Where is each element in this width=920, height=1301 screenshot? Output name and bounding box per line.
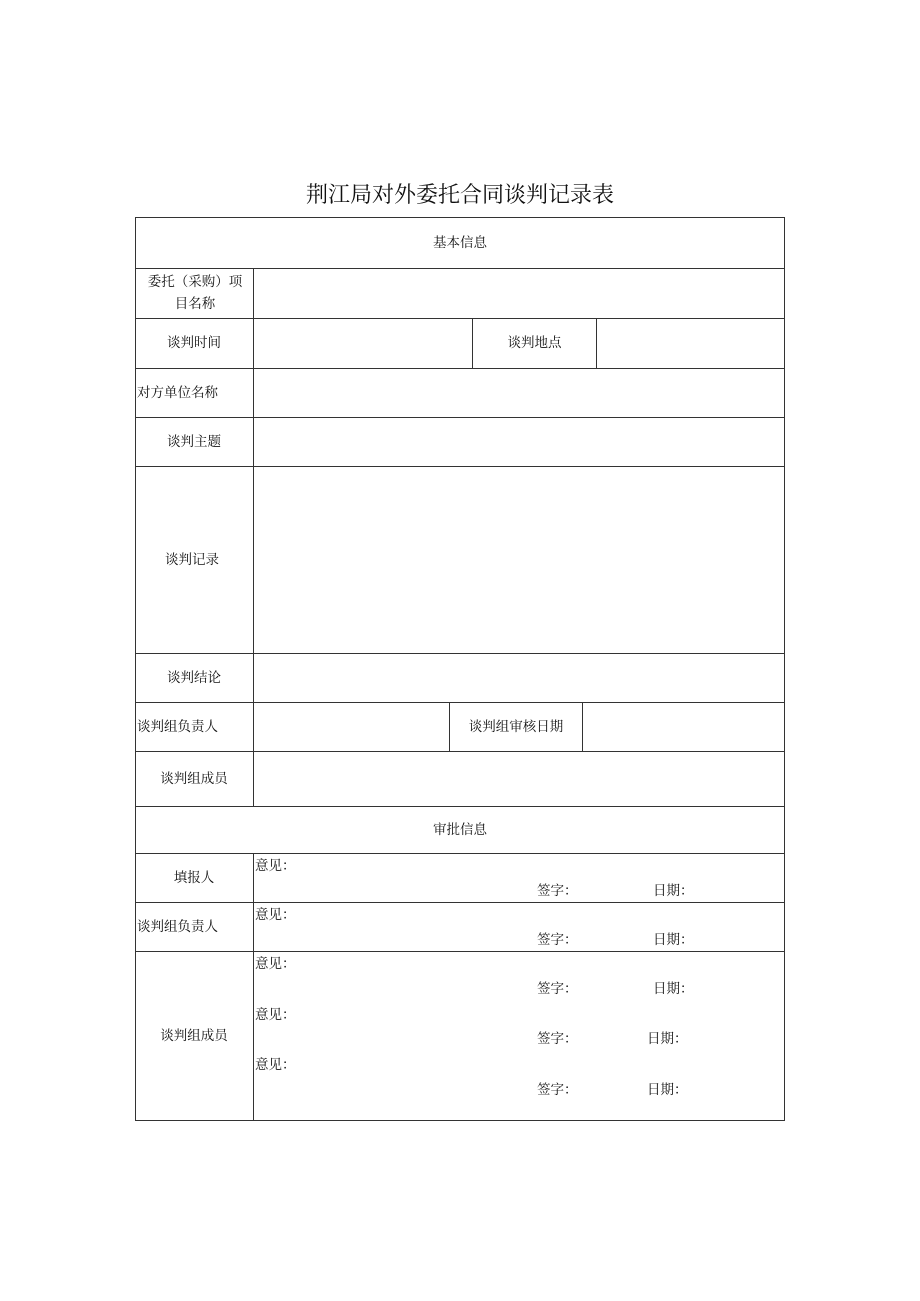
conclusion-field[interactable] <box>254 654 784 702</box>
negotiation-record-form <box>135 217 785 1121</box>
basic-info-header: 基本信息 <box>433 234 487 251</box>
topic-field[interactable] <box>254 418 784 466</box>
approval-row-label: 谈判组负责人 <box>137 918 218 935</box>
opinion-label: 意见： <box>255 858 296 874</box>
opinion-label: 意见： <box>255 956 296 972</box>
location-label: 谈判地点 <box>507 335 562 351</box>
form-title: 荆江局对外委托合同谈判记录表 <box>305 183 614 208</box>
date-label: 日期： <box>647 1082 688 1098</box>
opinion-label: 意见： <box>255 1007 296 1023</box>
sign-label: 签字： <box>537 883 578 899</box>
column-divider <box>253 853 254 1121</box>
location-field[interactable] <box>597 319 784 368</box>
opinion-label: 意见： <box>255 907 296 923</box>
sign-label: 签字： <box>537 981 578 997</box>
record-label: 谈判记录 <box>165 551 219 568</box>
border-bottom <box>135 1120 785 1121</box>
record-field[interactable] <box>254 467 784 653</box>
project-name-field[interactable] <box>254 269 784 318</box>
counterparty-label: 对方单位名称 <box>137 384 218 401</box>
counterparty-field[interactable] <box>254 369 784 417</box>
project-name-label: 委托（采购）项目名称 <box>147 274 243 312</box>
review-date-field[interactable] <box>583 703 784 751</box>
sign-label: 签字： <box>537 1031 578 1047</box>
opinion-label: 意见： <box>255 1057 296 1073</box>
conclusion-label: 谈判结论 <box>167 669 221 686</box>
date-label: 日期： <box>647 1031 688 1047</box>
date-label: 日期： <box>653 981 694 997</box>
review-date-label: 谈判组审核日期 <box>468 718 564 735</box>
date-label: 日期： <box>653 932 694 948</box>
approval-row-label: 填报人 <box>173 869 215 886</box>
leader-field[interactable] <box>254 703 449 751</box>
topic-label: 谈判主题 <box>167 433 221 450</box>
members-field[interactable] <box>254 752 784 806</box>
approval-info-header: 审批信息 <box>433 821 487 838</box>
approval-row-label: 谈判组成员 <box>160 1027 228 1044</box>
members-label: 谈判组成员 <box>160 770 228 787</box>
sign-label: 签字： <box>537 932 578 948</box>
border-right <box>784 217 785 1121</box>
leader-label: 谈判组负责人 <box>137 718 218 735</box>
time-label: 谈判时间 <box>167 335 221 351</box>
time-field[interactable] <box>254 319 472 368</box>
sign-label: 签字： <box>537 1082 578 1098</box>
date-label: 日期： <box>653 883 694 899</box>
